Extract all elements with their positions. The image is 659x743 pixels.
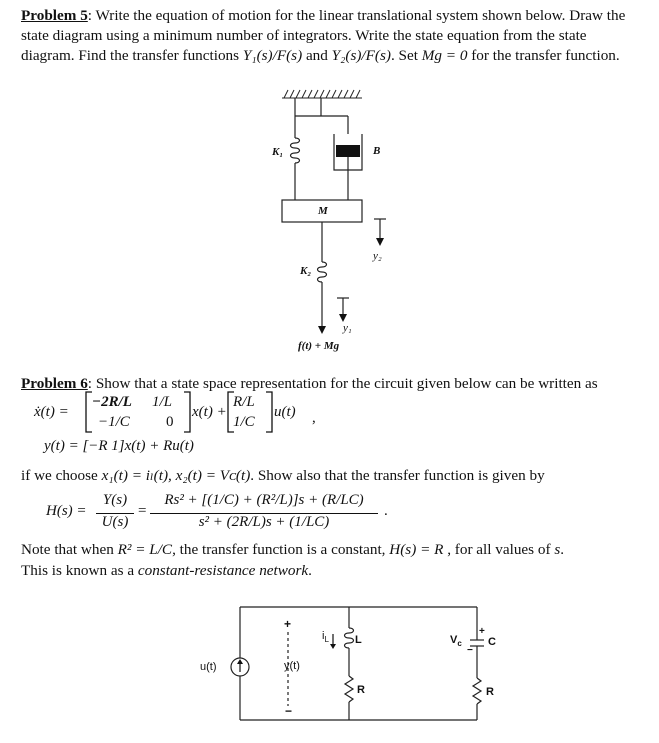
- matrix-a12: 1/L: [152, 394, 173, 410]
- label-ut: u(t): [200, 661, 217, 673]
- matrix-b2: 1/C: [233, 414, 255, 430]
- problem-5-body: : Write the equation of motion for the linear translational system shown below. Draw the state diagram using a minimum number of integrators. Write the state equation from the state diagram. Find the transfer functions: [21, 7, 626, 64]
- hs-lhs: H(s) =: [46, 503, 87, 519]
- label-r2: R: [486, 686, 494, 698]
- problem-5-text: Problem 5: Write the equation of motion for the linear translational system shown below. Draw the state diagram using a minimum number of integrators. Write the state equation from the state diagram. Find the transfer functions Y₁(s)/F(s) and Y₂(s)/F(s). Set Mg = 0 for the transfer function.: [21, 7, 626, 64]
- us-denominator: U(s): [101, 514, 129, 530]
- label-minus-y: −: [285, 704, 293, 718]
- label-y2: y₂: [373, 250, 382, 262]
- label-y1: y₁: [343, 322, 352, 334]
- matrix-a21: −1/C: [98, 414, 130, 430]
- choose-line: if we choose x₁(t) = iₗ(t), x₂(t) = Vᴄ(t). Show also that the transfer function is given by: [21, 467, 545, 484]
- tf-denominator: s² + (2R/L)s + (1/LC): [198, 514, 330, 530]
- period: .: [384, 503, 388, 519]
- input-u: u(t): [274, 404, 296, 420]
- label-yt: y(t): [284, 660, 300, 672]
- matrix-b1: R/L: [233, 394, 255, 410]
- output-equation: y(t) = [−R 1]x(t) + Ru(t): [44, 438, 194, 454]
- label-k2: K₂: [300, 265, 312, 277]
- inductor-l: [345, 628, 354, 648]
- matrix-a22: 0: [166, 414, 174, 430]
- constant-resistance-network: constant-resistance network: [137, 562, 309, 579]
- known-line: This is known as a constant-resistance network.: [21, 562, 312, 579]
- label-force: f(t) + Mg: [298, 340, 340, 352]
- label-c: C: [488, 636, 496, 648]
- transfer-function-1: Y₁(s)/F(s): [242, 47, 303, 64]
- resistor-r2: [473, 678, 481, 704]
- mg-condition: Mg = 0: [421, 47, 468, 64]
- label-vc: $V_c$: [450, 634, 462, 649]
- label-m: M: [318, 205, 328, 217]
- label-r1: R: [357, 684, 365, 696]
- label-k1: K₁: [272, 146, 284, 158]
- label-plus-y: +: [284, 617, 292, 631]
- transfer-function-2: Y₂(s)/F(s): [331, 47, 391, 64]
- tf-numerator: Rs² + [(1/C) + (R²/L)]s + (R/LC): [164, 492, 364, 508]
- label-l: L: [355, 634, 362, 646]
- label-il: $i_L$: [322, 630, 329, 645]
- xdot-lhs: ẋ(t) =: [34, 404, 69, 420]
- state-x: x(t) +: [192, 404, 227, 420]
- label-b: B: [373, 145, 381, 157]
- il-arrow: [330, 644, 336, 649]
- equals-sign: =: [138, 503, 147, 519]
- resistor-r1: [345, 676, 353, 702]
- problem-5-heading: Problem 5: [21, 7, 88, 24]
- matrix-a11: −2R/L: [92, 394, 132, 410]
- problem-6-intro: Problem 6: Show that a state space representation for the circuit given below can be written as: [21, 375, 598, 392]
- state-choice: x₁(t) = iₗ(t), x₂(t) = Vᴄ(t): [101, 467, 251, 484]
- label-minus-c: −: [467, 645, 473, 656]
- comma: ,: [312, 410, 316, 426]
- ys-numerator: Y(s): [102, 492, 128, 508]
- problem-6-heading: Problem 6: [21, 375, 88, 392]
- label-plus-c: +: [479, 626, 485, 637]
- note-line: Note that when R² = L/C, the transfer function is a constant, H(s) = R , for all values of s.: [21, 541, 565, 558]
